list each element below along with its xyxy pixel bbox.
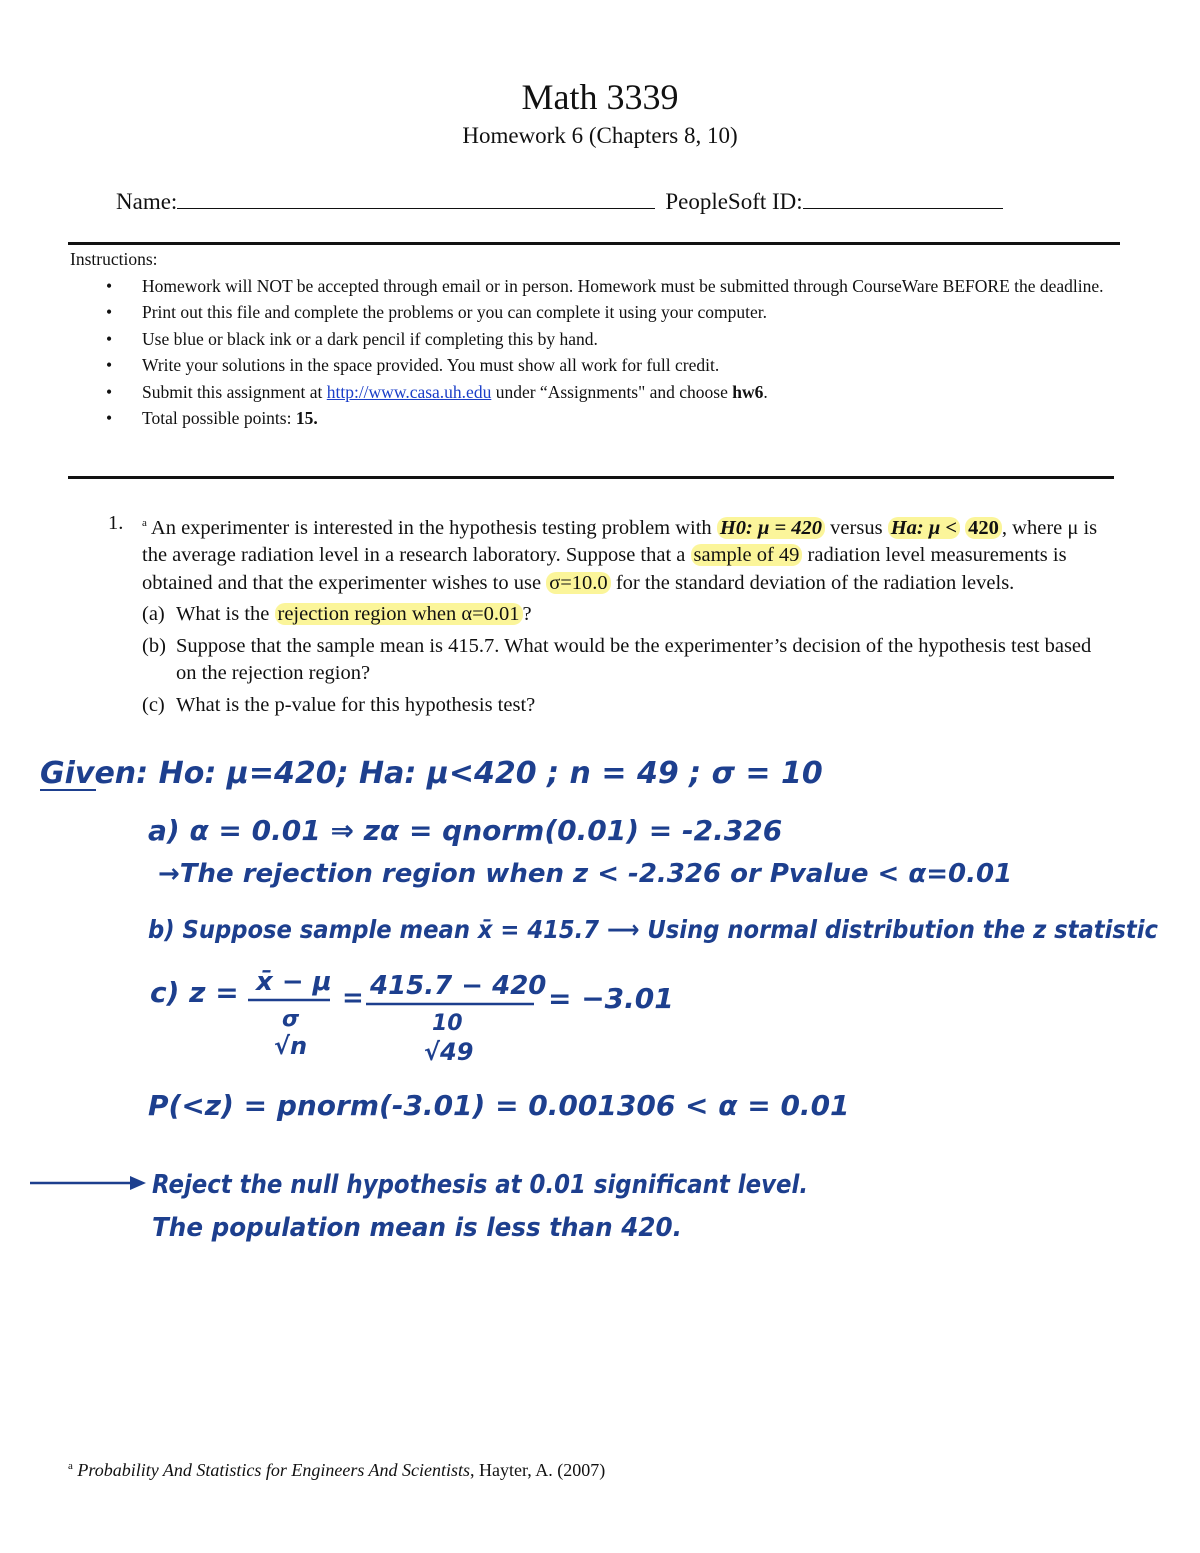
hand-c-num2: 415.7 − 420 [370, 971, 547, 1001]
instructions-heading: Instructions: [70, 249, 158, 269]
hand-c-den1b: √n [274, 1032, 308, 1060]
highlight-rejection: rejection region when α=0.01 [275, 603, 523, 625]
subquestion-c: (c) What is the p-value for this hypothesis test? [142, 693, 536, 716]
hand-a-line2: →The rejection region when z < -2.326 or Pvalue < α=0.01 [158, 859, 1013, 889]
hand-a-line: a) α = 0.01 ⇒ zα = qnorm(0.01) = -2.326 [148, 814, 783, 847]
hand-c-result: = −3.01 [548, 982, 674, 1015]
arrow-right-icon [130, 1176, 146, 1190]
name-label: Name: [116, 189, 178, 214]
highlight-ha: Ha: μ < [888, 517, 960, 539]
question-number: 1. [108, 512, 124, 534]
hand-c-z: c) z = [150, 976, 239, 1009]
list-item: • Total possible points: 15. [70, 405, 1120, 432]
list-item: • Write your solutions in the space provided. You must show all work for full credit. [70, 352, 1120, 379]
subquestion-a: (a) What is the rejection region when α=0.01 ? [142, 603, 532, 626]
question-body: $^a$ An experimenter is interested in the hypothesis testing problem with H0: μ = 420 versus Ha: μ < 420 , where μ is the average radiation level in a research laboratory. Suppose that a sample of 49 radiation level measurements is obtained and that the experimenter wishes to use σ=10.0 for the standard deviation of the radiation levels. (a) What is the rejection region when α=0.01 ? (b) Suppose that the sample mean is 415.7. What would be the experimenter’s decision of the hypothesis test based on the rejection region? (c) What is the p-value for this hypothesis test? [142, 510, 1108, 719]
hand-b-line: b) Suppose sample mean x̄ = 415.7 ⟶ Using normal distribution the z statistic [148, 915, 1159, 944]
highlight-sample: sample of 49 [691, 544, 803, 566]
list-item: • Print out this file and complete the problems or you can complete it using your computer. [70, 299, 1120, 326]
highlight-420: 420 [965, 517, 1002, 539]
footnote: $^a$ Probability And Statistics for Engineers And Scientists, Hayter, A. (2007) [68, 1460, 606, 1480]
equals-sign: = [342, 983, 364, 1013]
page-subtitle: Homework 6 (Chapters 8, 10) [462, 123, 738, 148]
hand-c-den2: 10 [432, 1011, 463, 1036]
hand-p-line: P(<z) = pnorm(-3.01) = 0.001306 < α = 0.01 [148, 1089, 850, 1122]
hand-conclusion1: Reject the null hypothesis at 0.01 significant level. [152, 1170, 808, 1200]
hand-c-den1: σ [282, 1007, 300, 1032]
hand-conclusion2: The population mean is less than 420. [152, 1213, 682, 1243]
page-title: Math 3339 [521, 77, 679, 117]
footnote-mark: a [142, 517, 147, 529]
id-label: PeopleSoft ID: [665, 189, 803, 214]
hand-c-num1: x̄ − μ [256, 967, 332, 997]
subquestion-b: (b) Suppose that the sample mean is 415.7. What would be the experimenter’s decision of the hypothesis test based on the rejection region? [142, 634, 1092, 685]
list-item: • Submit this assignment at http://www.casa.uh.edu under “Assignments" and choose hw6. [70, 379, 1120, 406]
highlight-h0: H0: μ = 420 [717, 517, 825, 539]
casa-link[interactable]: http://www.casa.uh.edu [326, 381, 492, 402]
list-item: • Homework will NOT be accepted through email or in person. Homework must be submitted through CourseWare BEFORE the deadline. [70, 273, 1120, 300]
footnote-book: Probability And Statistics for Engineers And Scientists [77, 1460, 471, 1480]
highlight-sigma: σ=10.0 [546, 572, 611, 594]
hand-given: Given: Ho: μ=420; Ha: μ<420 ; n = 49 ; σ = 10 [40, 756, 823, 791]
hand-c-den2b: √49 [424, 1038, 474, 1066]
footnote-author: , Hayter, A. (2007) [470, 1460, 606, 1480]
list-item: • Use blue or black ink or a dark pencil if completing this by hand. [70, 326, 1120, 353]
